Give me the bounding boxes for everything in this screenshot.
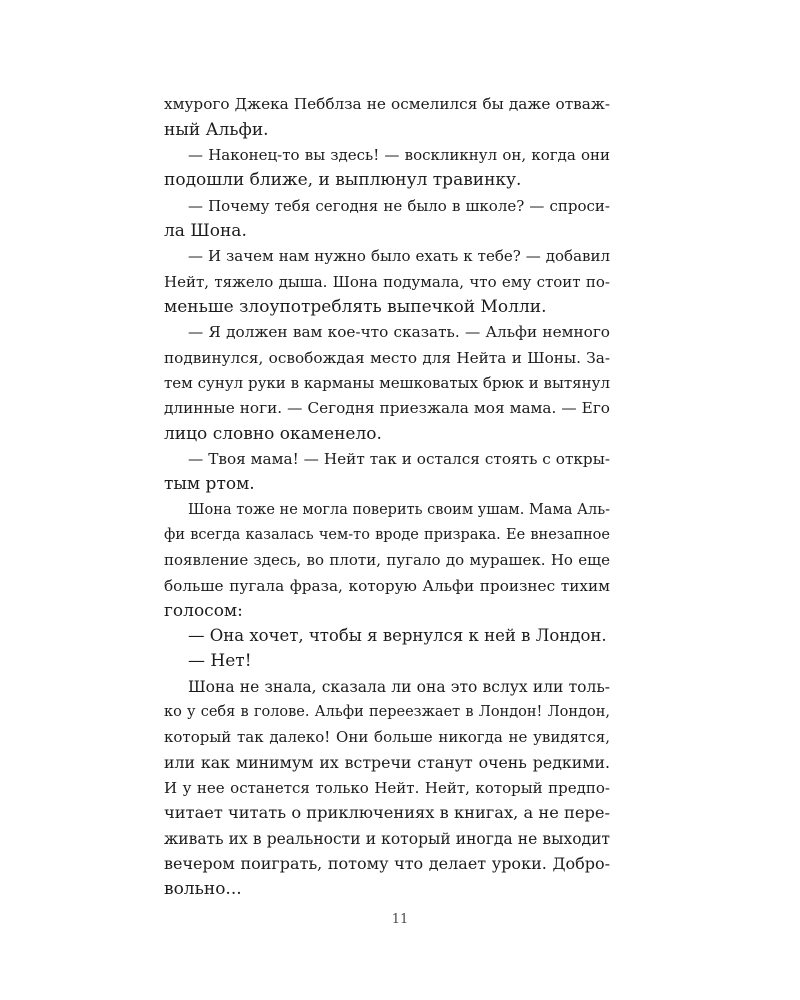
text-line: читает читать о приключениях в книгах, а не пере- — [164, 803, 610, 822]
text-line: вольно... — [164, 879, 242, 899]
text-line: меньше злоупотреблять выпечкой Молли. — [164, 297, 547, 317]
text-line: И у нее останется только Нейт. Нейт, который предпо- — [164, 779, 610, 797]
text-line: больше пугала фраза, которую Альфи произнес тихим — [164, 577, 610, 595]
text-line: — И зачем нам нужно было ехать к тебе? — добавил — [188, 247, 610, 265]
text-line: хмурого Джека Пебблза не осмелился бы даже отваж- — [164, 95, 610, 113]
text-line: подошли ближе, и выплюнул травинку. — [164, 170, 522, 190]
text-line: живать их в реальности и который иногда не выходит — [164, 830, 610, 848]
text-line: ко у себя в голове. Альфи переезжает в Лондон! Лондон, — [164, 704, 610, 720]
text-line: фи всегда казалась чем-то вроде призрака. Ее внезапное — [164, 527, 610, 543]
page-number: 11 — [391, 912, 409, 927]
text-line: — Нет! — [188, 651, 252, 671]
text-line: Шона не знала, сказала ли она это вслух или толь- — [188, 678, 610, 696]
text-line: — Твоя мама! — Нейт так и остался стоять с откры- — [188, 450, 610, 468]
text-line: ла Шона. — [164, 221, 247, 241]
text-line: подвинулся, освобождая место для Нейта и Шоны. За- — [164, 349, 610, 367]
text-line: или как минимум их встречи станут очень редкими. — [164, 753, 610, 772]
text-line: — Наконец-то вы здесь! — воскликнул он, когда они — [188, 146, 610, 164]
text-line: ный Альфи. — [164, 120, 269, 140]
text-line: который так далеко! Они больше никогда не увидятся, — [164, 728, 610, 746]
text-line: — Она хочет, чтобы я вернулся к ней в Лондон. — [188, 626, 607, 645]
text-line: длинные ноги. — Сегодня приезжала моя мама. — Его — [164, 399, 610, 417]
text-line: тем сунул руки в карманы мешковатых брюк и вытянул — [164, 374, 610, 392]
text-line: вечером поиграть, потому что делает уроки. Добро- — [164, 854, 610, 873]
text-line: — Я должен вам кое-что сказать. — Альфи немного — [188, 323, 610, 341]
text-line: лицо словно окаменело. — [164, 424, 382, 444]
text-line: — Почему тебя сегодня не было в школе? — спроси- — [188, 197, 610, 215]
text-line: Нейт, тяжело дыша. Шона подумала, что ему стоит по- — [164, 273, 610, 291]
text-line: Шона тоже не могла поверить своим ушам. Мама Аль- — [188, 502, 610, 518]
text-line: голосом: — [164, 601, 243, 621]
text-line: тым ртом. — [164, 474, 255, 494]
text-line: появление здесь, во плоти, пугало до мурашек. Но еще — [164, 551, 610, 569]
